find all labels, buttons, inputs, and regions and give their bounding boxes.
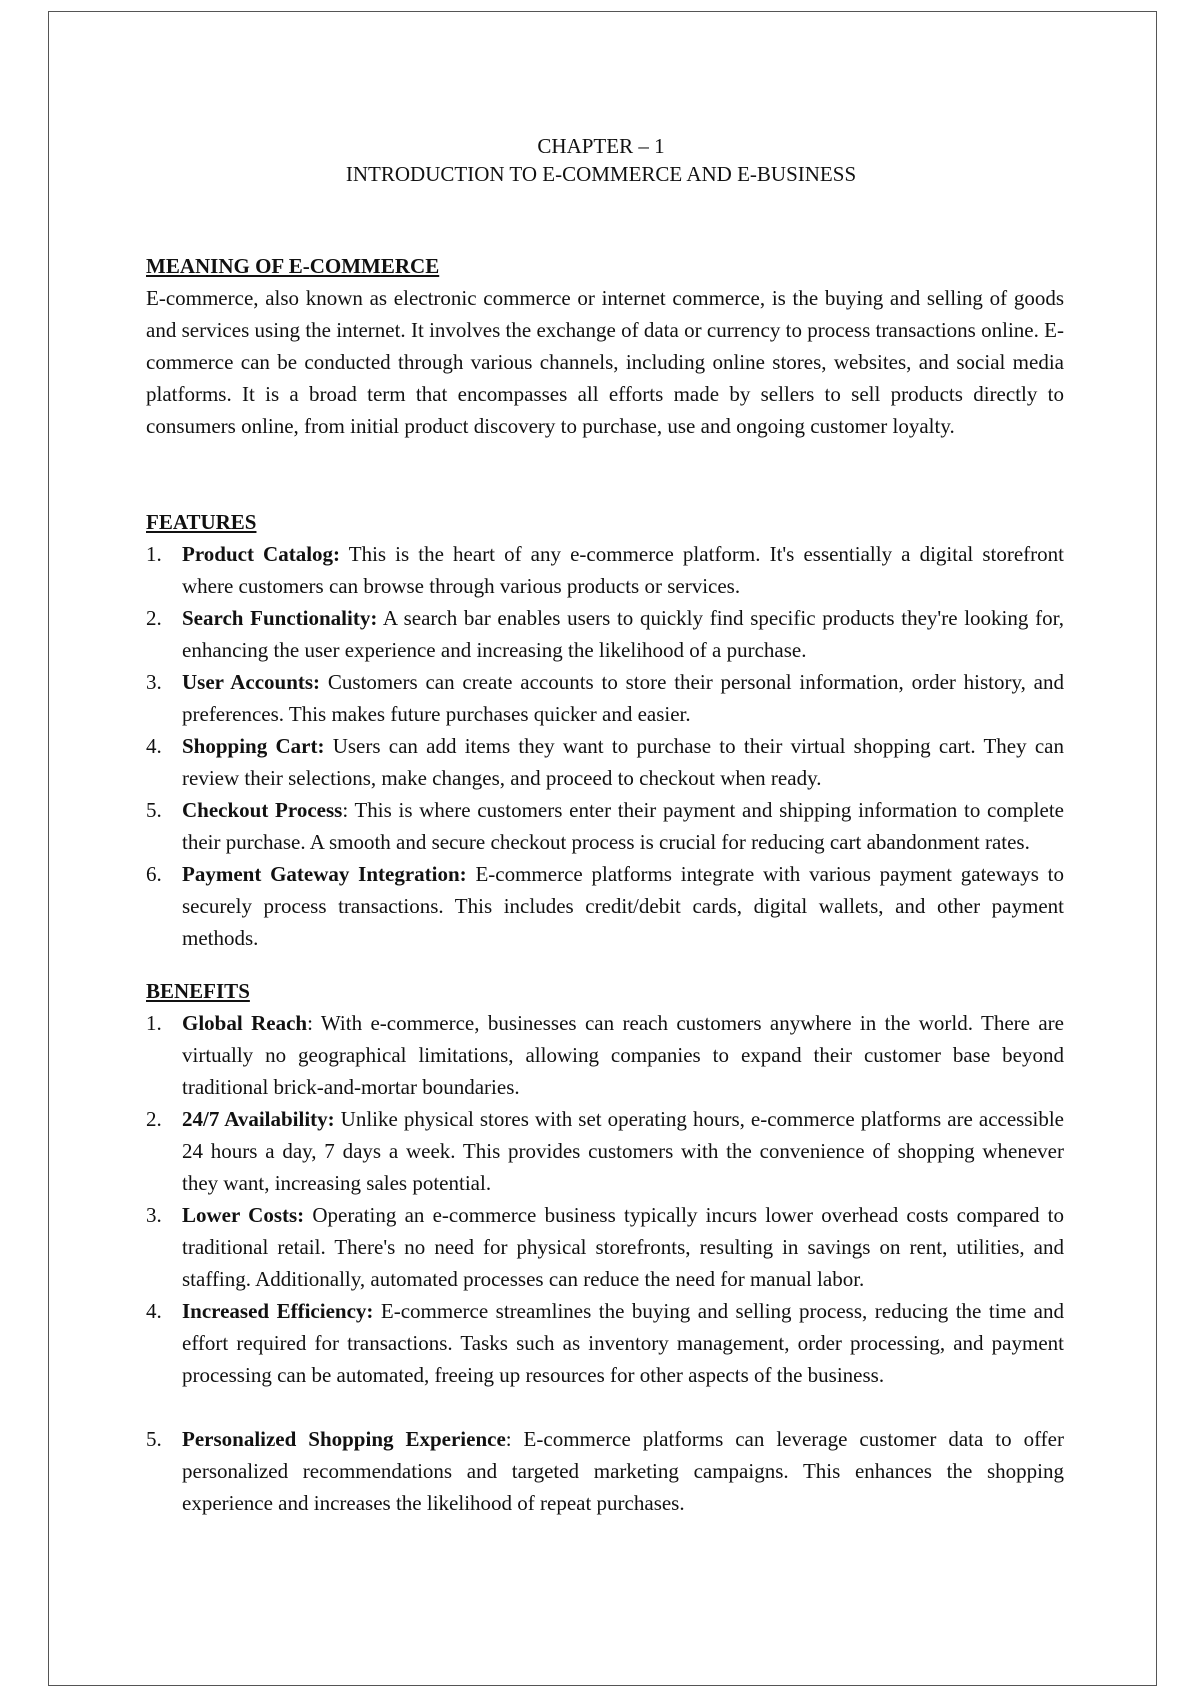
benefits-heading: BENEFITS [146, 979, 250, 1003]
item-number: 1. [146, 542, 162, 566]
list-item [146, 1199, 1064, 1295]
item-term: Product Catalog: [182, 542, 341, 566]
chapter-label: CHAPTER – 1 [537, 134, 665, 158]
item-number: 6. [146, 862, 162, 886]
meaning-paragraph: E-commerce, also known as electronic commerce or internet commerce, is the buying and selling of goods and services using the internet. It involves the exchange of data or currency to process transactions online. E-commerce can be conducted through various channels, including online stores, websites, and social media platforms. It is a broad term that encompasses all efforts made by sellers to sell products directly to consumers online, from initial product discovery to purchase, use and ongoing customer loyalty. [146, 286, 1064, 438]
item-text: A search bar enables users to quickly find specific products they're looking for, enhancing the user experience and increasing the likelihood of a purchase. [182, 606, 1064, 662]
list-item [146, 858, 1064, 954]
benefits-list [146, 1007, 1064, 1519]
list-item [146, 794, 1064, 858]
item-number: 3. [146, 670, 162, 694]
features-list [146, 538, 1064, 954]
document-body [146, 132, 1064, 1519]
item-number: 4. [146, 1299, 162, 1323]
item-number: 5. [146, 798, 162, 822]
list-item [146, 538, 1064, 602]
item-text: E-commerce platforms integrate with various payment gateways to securely process transactions. This includes credit/debit cards, digital wallets, and other payment methods. [182, 862, 1064, 950]
item-text: Customers can create accounts to store their personal information, order history, and preferences. This makes future purchases quicker and easier. [182, 670, 1064, 726]
item-term: 24/7 Availability: [182, 1107, 335, 1131]
meaning-heading: MEANING OF E-COMMERCE [146, 254, 440, 278]
item-term: Personalized Shopping Experience [182, 1427, 506, 1451]
list-item [146, 1295, 1064, 1391]
item-number: 3. [146, 1203, 162, 1227]
chapter-title: INTRODUCTION TO E-COMMERCE AND E-BUSINESS [345, 162, 857, 186]
item-text: : E-commerce platforms can leverage customer data to offer personalized recommendations and targeted marketing campaigns. This enhances the shopping experience and increases the likelihood of repeat purchases. [182, 1427, 1064, 1515]
item-number: 2. [146, 1107, 162, 1131]
features-heading: FEATURES [146, 510, 257, 534]
item-number: 1. [146, 1011, 162, 1035]
item-term: User Accounts: [182, 670, 321, 694]
item-text: This is the heart of any e-commerce platform. It's essentially a digital storefront where customers can browse through various products or services. [182, 542, 1064, 598]
list-item [146, 666, 1064, 730]
item-term: Shopping Cart: [182, 734, 325, 758]
item-term: Payment Gateway Integration: [182, 862, 467, 886]
list-item [146, 602, 1064, 666]
item-number: 2. [146, 606, 162, 630]
item-term: Search Functionality: [182, 606, 378, 630]
item-text: Users can add items they want to purchase to their virtual shopping cart. They can review their selections, make changes, and proceed to checkout when ready. [182, 734, 1065, 790]
list-item [146, 1007, 1064, 1103]
list-item [146, 730, 1064, 794]
item-number: 5. [146, 1427, 162, 1451]
item-text: Operating an e-commerce business typically incurs lower overhead costs compared to traditional retail. There's no need for physical storefronts, resulting in savings on rent, utilities, and staffing. Additionally, automated processes can reduce the need for manual labor. [182, 1203, 1064, 1291]
item-number: 4. [146, 734, 162, 758]
item-text: : With e-commerce, businesses can reach customers anywhere in the world. There are virtually no geographical limitations, allowing companies to expand their customer base beyond traditional brick-and-mortar boundaries. [182, 1011, 1064, 1099]
item-term: Increased Efficiency: [182, 1299, 374, 1323]
item-text: Unlike physical stores with set operating hours, e-commerce platforms are accessible 24 hours a day, 7 days a week. This provides customers with the convenience of shopping whenever they want, increasing sales potential. [182, 1107, 1064, 1195]
item-term: Lower Costs: [182, 1203, 305, 1227]
list-item [146, 1103, 1064, 1199]
list-item [146, 1423, 1064, 1519]
item-term: Global Reach [182, 1011, 308, 1035]
item-text: E-commerce streamlines the buying and selling process, reducing the time and effort required for transactions. Tasks such as inventory management, order processing, and payment processing can be automated, freeing up resources for other aspects of the business. [182, 1299, 1065, 1387]
item-term: Checkout Process [182, 798, 343, 822]
chapter-title-block [138, 132, 1064, 188]
item-text: : This is where customers enter their payment and shipping information to complete their purchase. A smooth and secure checkout process is crucial for reducing cart abandonment rates. [182, 798, 1064, 854]
